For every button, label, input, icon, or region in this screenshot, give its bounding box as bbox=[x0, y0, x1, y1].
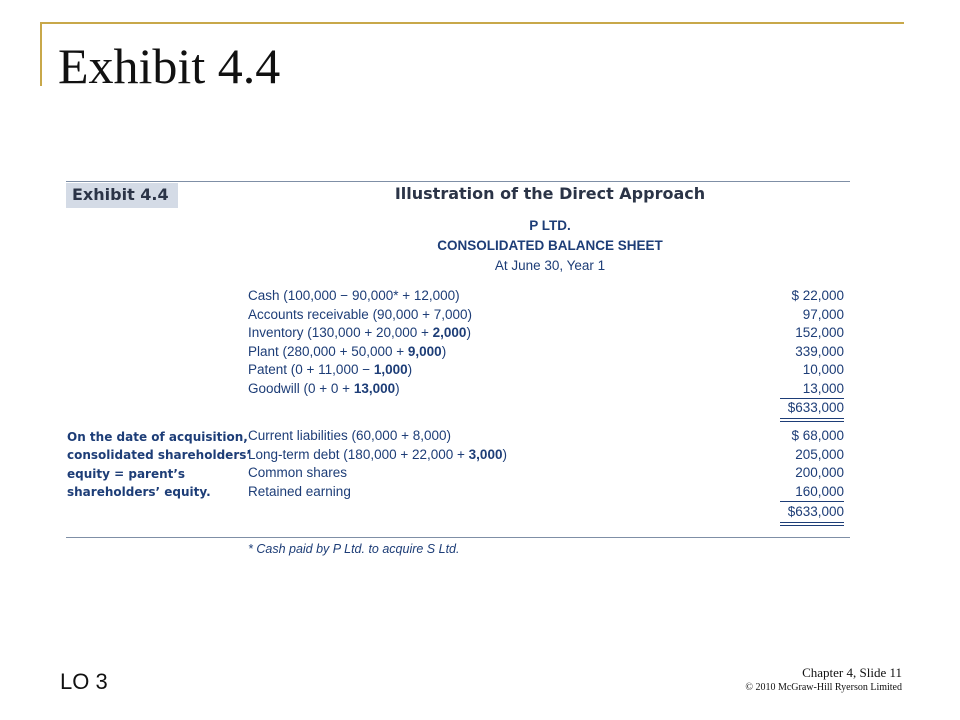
asset-amount: $ 22,000 bbox=[791, 288, 844, 303]
acquisition-note-line: equity = parent’s bbox=[67, 466, 186, 481]
liabilities-total-double-rule bbox=[780, 522, 844, 523]
asset-amounts bbox=[740, 287, 844, 398]
exhibit-footnote: * Cash paid by P Ltd. to acquire S Ltd. bbox=[248, 542, 460, 556]
acquisition-note-line: shareholders’ equity. bbox=[67, 484, 211, 499]
exhibit-bottom-rule bbox=[66, 537, 850, 538]
liability-amount: 200,000 bbox=[795, 465, 844, 480]
asset-item: Cash (100,000 − 90,000* + 12,000) bbox=[248, 288, 460, 303]
statement-date: At June 30, Year 1 bbox=[494, 258, 606, 273]
statement-title: CONSOLIDATED BALANCE SHEET bbox=[437, 238, 663, 253]
asset-item: Inventory (130,000 + 20,000 + 2,000) bbox=[248, 325, 471, 340]
company-name: P LTD. bbox=[529, 218, 571, 233]
liabilities-total-double-rule bbox=[780, 525, 844, 526]
assets-total-double-rule bbox=[780, 421, 844, 422]
assets-total-double-rule bbox=[780, 418, 844, 419]
asset-amount: 13,000 bbox=[740, 380, 844, 399]
exhibit-tag-label: Exhibit 4.4 bbox=[72, 185, 169, 204]
liability-item: Current liabilities (60,000 + 8,000) bbox=[248, 428, 451, 443]
liability-amount: 160,000 bbox=[740, 483, 844, 502]
liability-amount: 205,000 bbox=[795, 446, 844, 462]
liability-item: Long-term debt (180,000 + 22,000 + 3,000) bbox=[248, 446, 507, 462]
liability-item: Common shares bbox=[248, 465, 348, 480]
exhibit-top-rule bbox=[66, 181, 850, 182]
liability-item: Retained earning bbox=[248, 483, 351, 499]
asset-item: Accounts receivable (90,000 + 7,000) bbox=[248, 306, 473, 322]
liabilities-total: $633,000 bbox=[787, 504, 844, 519]
acquisition-note-line: On the date of acquisition, bbox=[67, 430, 248, 444]
asset-item: Plant (280,000 + 50,000 + 9,000) bbox=[248, 343, 447, 359]
acquisition-note-line: consolidated shareholders’ bbox=[67, 448, 251, 463]
acquisition-note bbox=[67, 428, 251, 501]
copyright-notice: © 2010 McGraw-Hill Ryerson Limited bbox=[745, 682, 902, 693]
liability-amounts bbox=[740, 427, 844, 501]
liability-items bbox=[248, 427, 507, 501]
chapter-slide-label: Chapter 4, Slide 11 bbox=[802, 665, 902, 680]
learning-objective-label: LO 3 bbox=[60, 669, 108, 694]
asset-item: Patent (0 + 11,000 − 1,000) bbox=[248, 362, 413, 377]
slide-frame-left-rule bbox=[40, 22, 42, 86]
asset-amount: 97,000 bbox=[802, 306, 844, 322]
exhibit-tag bbox=[66, 183, 178, 208]
slide-title: Exhibit 4.4 bbox=[58, 38, 281, 94]
exhibit-heading: Illustration of the Direct Approach bbox=[394, 184, 706, 203]
slide-frame-top-rule bbox=[40, 22, 904, 24]
asset-item: Goodwill (0 + 0 + 13,000) bbox=[248, 380, 400, 396]
asset-amount: 339,000 bbox=[795, 343, 844, 359]
asset-amount: 10,000 bbox=[802, 362, 844, 377]
asset-amount: 152,000 bbox=[795, 325, 844, 340]
asset-items bbox=[248, 287, 472, 398]
assets-total: $633,000 bbox=[787, 400, 844, 415]
liability-amount: $ 68,000 bbox=[791, 428, 844, 443]
